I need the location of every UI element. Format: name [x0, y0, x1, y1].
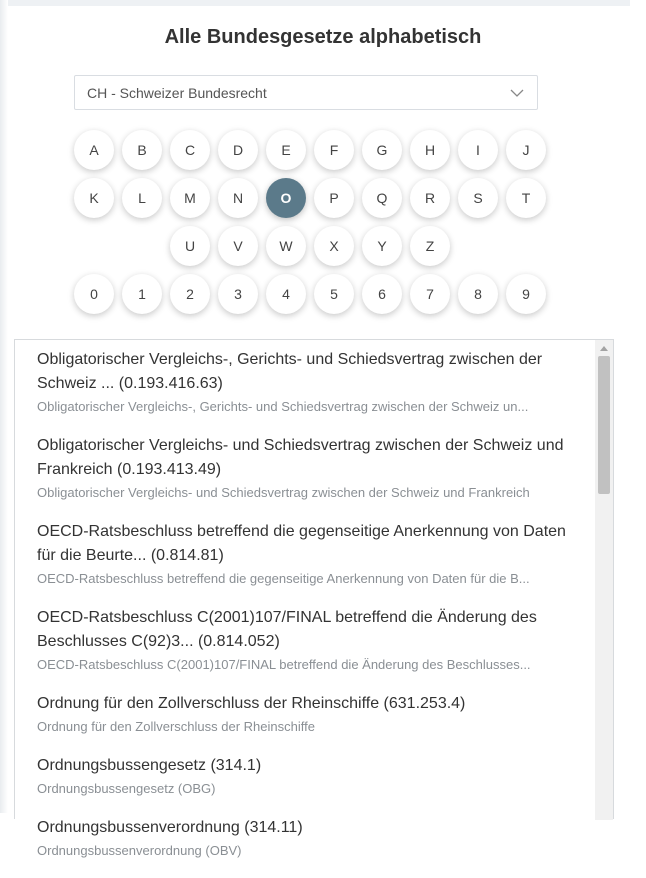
law-subtitle: Ordnungsbussenverordnung (OBV) [37, 843, 242, 858]
law-list-item[interactable] [37, 434, 577, 502]
letter-button-m[interactable]: M [170, 178, 210, 218]
letter-button-2[interactable]: 2 [170, 274, 210, 314]
law-list-content [37, 348, 577, 878]
law-list[interactable] [14, 339, 614, 858]
letter-button-d[interactable]: D [218, 130, 258, 170]
law-title[interactable]: Obligatorischer Vergleichs-, Gerichts- und Schiedsvertrag zwischen der Schweiz ... (0.193.416.63) [37, 351, 543, 392]
law-subtitle: Obligatorischer Vergleichs- und Schiedsvertrag zwischen der Schweiz und Frankreich [37, 485, 530, 500]
letter-button-s[interactable]: S [458, 178, 498, 218]
law-title[interactable]: OECD-Ratsbeschluss C(2001)107/FINAL betreffend die Änderung des Beschlusses C(92)3... (0.814.052) [37, 609, 537, 650]
letter-button-l[interactable]: L [122, 178, 162, 218]
letter-button-b[interactable]: B [122, 130, 162, 170]
letter-button-p[interactable]: P [314, 178, 354, 218]
letter-button-i[interactable]: I [458, 130, 498, 170]
letter-button-4[interactable]: 4 [266, 274, 306, 314]
law-list-item[interactable] [37, 520, 577, 588]
law-title[interactable]: Ordnungsbussenverordnung (314.11) [37, 819, 303, 836]
law-title[interactable]: Ordnung für den Zollverschluss der Rheinschiffe (631.253.4) [37, 695, 466, 712]
letter-button-o[interactable]: O [266, 178, 306, 218]
law-subtitle: Obligatorischer Vergleichs-, Gerichts- und Schiedsvertrag zwischen der Schweiz un... [37, 399, 529, 414]
scrollbar-thumb[interactable] [598, 356, 610, 494]
letter-button-u[interactable]: U [170, 226, 210, 266]
letter-button-1[interactable]: 1 [122, 274, 162, 314]
law-subtitle: Ordnung für den Zollverschluss der Rheinschiffe [37, 719, 315, 734]
letter-navigation [0, 0, 630, 330]
law-list-item[interactable] [37, 754, 577, 798]
letter-button-g[interactable]: G [362, 130, 402, 170]
letter-button-5[interactable]: 5 [314, 274, 354, 314]
law-subtitle: OECD-Ratsbeschluss betreffend die gegenseitige Anerkennung von Daten für die B... [37, 571, 530, 586]
law-title[interactable]: OECD-Ratsbeschluss betreffend die gegenseitige Anerkennung von Daten für die Beurte... (0.814.81) [37, 523, 566, 564]
letter-button-z[interactable]: Z [410, 226, 450, 266]
page-title: Alle Bundesgesetze alphabetisch [164, 26, 482, 48]
select-value: CH - Schweizer Bundesrecht [87, 85, 267, 101]
letter-button-0[interactable]: 0 [74, 274, 114, 314]
letter-button-x[interactable]: X [314, 226, 354, 266]
scrollbar-track[interactable] [595, 340, 613, 820]
letter-button-y[interactable]: Y [362, 226, 402, 266]
letter-button-r[interactable]: R [410, 178, 450, 218]
letter-button-v[interactable]: V [218, 226, 258, 266]
law-subtitle: Ordnungsbussengesetz (OBG) [37, 781, 216, 796]
letter-button-8[interactable]: 8 [458, 274, 498, 314]
law-title[interactable]: Ordnungsbussengesetz (314.1) [37, 757, 262, 774]
law-list-item[interactable] [37, 606, 577, 674]
law-list-item[interactable] [37, 816, 577, 860]
law-subtitle: OECD-Ratsbeschluss C(2001)107/FINAL betreffend die Änderung des Beschlusses... [37, 657, 531, 672]
law-list-item[interactable] [37, 348, 577, 416]
letter-button-c[interactable]: C [170, 130, 210, 170]
law-list-item[interactable] [37, 692, 577, 736]
letter-button-e[interactable]: E [266, 130, 306, 170]
letter-button-a[interactable]: A [74, 130, 114, 170]
law-title[interactable]: Obligatorischer Vergleichs- und Schiedsvertrag zwischen der Schweiz und Frankreich (0.193.413.49) [37, 437, 564, 478]
letter-button-k[interactable]: K [74, 178, 114, 218]
scroll-up-icon[interactable] [600, 346, 608, 351]
letter-button-7[interactable]: 7 [410, 274, 450, 314]
letter-button-f[interactable]: F [314, 130, 354, 170]
letter-button-9[interactable]: 9 [506, 274, 546, 314]
letter-button-h[interactable]: H [410, 130, 450, 170]
letter-button-j[interactable]: J [506, 130, 546, 170]
letter-button-3[interactable]: 3 [218, 274, 258, 314]
letter-button-w[interactable]: W [266, 226, 306, 266]
letter-button-n[interactable]: N [218, 178, 258, 218]
letter-button-t[interactable]: T [506, 178, 546, 218]
letter-button-q[interactable]: Q [362, 178, 402, 218]
letter-button-6[interactable]: 6 [362, 274, 402, 314]
